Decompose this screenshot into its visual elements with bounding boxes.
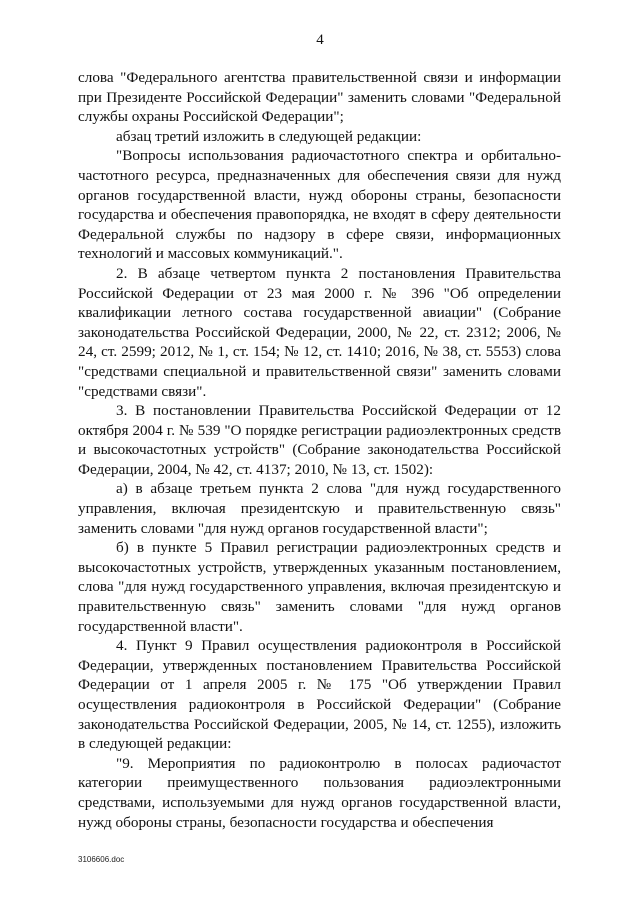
paragraph: 4. Пункт 9 Правил осуществления радиоконтроля в Российской Федерации, утвержденных постановлением Правительства Российской Федерации от 1 апреля 2005 г. № 175 "Об утверждении Правил осуществления радиоконтроля в Российской Федерации" (Собрание законодательства Российской Федерации, 2005, № 14, ст. 1255), изложить в следующей редакции: [78,637,561,753]
paragraph: б) в пункте 5 Правил регистрации радиоэлектронных средств и высокочастотных устройств, утвержденных указанным постановлением, слова "для нужд государственного управления, включая президентскую и правительственную связь" заменить словами "для нужд органов государственной власти". [78,539,561,635]
document-filename-footer: 3106606.doc [78,855,125,864]
paragraph: а) в абзаце третьем пункта 2 слова "для нужд государственного управления, включая президентскую и правительственную связь" заменить словами "для нужд органов государственной власти"; [78,480,561,537]
paragraph: 2. В абзаце четвертом пункта 2 постановления Правительства Российской Федерации от 23 мая 2000 г. № 396 "Об определении квалификации летного состава государственной авиации" (Собрание законодательства Российской Федерации, 2000, № 22, ст. 2312; 2006, № 24, ст. 2599; 2012, № 1, ст. 154; № 12, ст. 1410; 2016, № 38, ст. 5553) слова "средствами специальной и правительственной связи" заменить словами "средствами связи". [78,264,561,400]
paragraph: "9. Мероприятия по радиоконтролю в полосах радиочастот категории преимущественного пользования радиоэлектронными средствами, используемыми для нужд органов государственной власти, нужд обороны страны, безопасности государства и обеспечения [78,754,561,831]
document-body [78,68,561,832]
paragraph: 3. В постановлении Правительства Российской Федерации от 12 октября 2004 г. № 539 "О порядке регистрации радиоэлектронных средств и высокочастотных устройств" (Собрание законодательства Российской Федерации, 2004, № 42, ст. 4137; 2010, № 13, ст. 1502): [78,402,561,478]
paragraph: абзац третий изложить в следующей редакции: [116,127,422,145]
paragraph: "Вопросы использования радиочастотного спектра и орбитально-частотного ресурса, предназначенных для обеспечения связи для нужд органов государственной власти, нужд обороны страны, безопасности государства и обеспечения правопорядка, не входят в сферу деятельности Федеральной службы по надзору в сфере связи, информационных технологий и массовых коммуникаций.". [78,147,561,263]
page-number: 4 [316,32,324,48]
paragraph: слова "Федерального агентства правительственной связи и информации при Президенте Российской Федерации" заменить словами "Федеральной службы охраны Российской Федерации"; [78,69,561,126]
